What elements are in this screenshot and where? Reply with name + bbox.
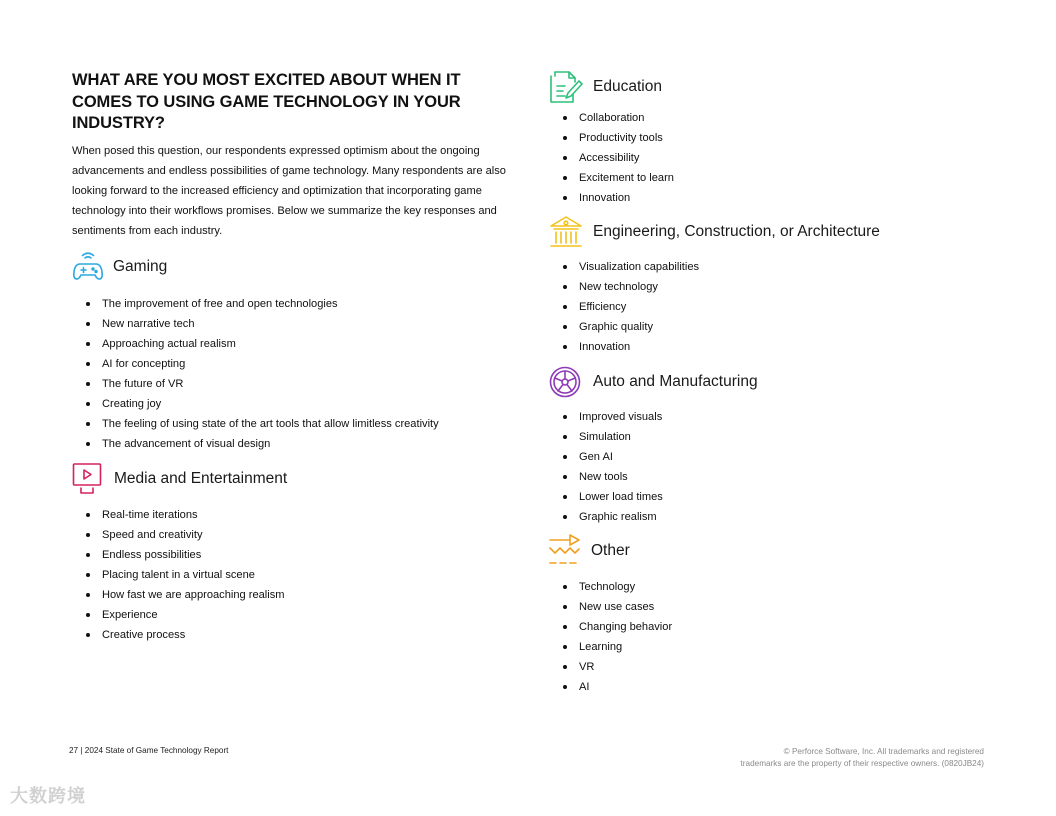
section-engineering-title: Engineering, Construction, or Architecture — [593, 223, 880, 240]
left-column — [72, 70, 512, 645]
list-item: Improved visuals — [549, 407, 1009, 427]
wheel-icon — [549, 365, 583, 399]
section-media-header — [72, 462, 512, 496]
list-item: AI for concepting — [72, 354, 512, 374]
other-list — [549, 577, 1009, 697]
section-other-header — [549, 534, 1009, 568]
list-item: Technology — [549, 577, 1009, 597]
list-item: Placing talent in a virtual scene — [72, 565, 512, 585]
list-item: AI — [549, 677, 1009, 697]
right-column — [549, 70, 1009, 697]
gamepad-icon — [72, 251, 104, 283]
list-item: The feeling of using state of the art tools that allow limitless creativity — [72, 414, 512, 434]
intro-paragraph: When posed this question, our respondents expressed optimism about the ongoing advancements and endless possibilities of game technology. Many respondents are also looking forward to the increased efficiency and optimization that incorporating game technology into their workflows promises. Below we summarize the key responses and sentiments from each industry. — [72, 144, 506, 237]
list-item: Simulation — [549, 427, 1009, 447]
list-item: New narrative tech — [72, 314, 512, 334]
section-gaming-header — [72, 252, 512, 282]
page-footer-right — [741, 746, 984, 771]
list-item: Gen AI — [549, 447, 1009, 467]
list-item: Productivity tools — [549, 128, 1009, 148]
list-item: Creating joy — [72, 394, 512, 414]
section-auto-header — [549, 365, 1009, 399]
list-item: Speed and creativity — [72, 525, 512, 545]
list-item: New technology — [549, 277, 1009, 297]
list-item: Innovation — [549, 337, 1009, 357]
play-monitor-icon — [72, 462, 104, 496]
list-item: VR — [549, 657, 1009, 677]
list-item: Visualization capabilities — [549, 257, 1009, 277]
list-item: Learning — [549, 637, 1009, 657]
list-item: The future of VR — [72, 374, 512, 394]
gaming-list — [72, 294, 512, 454]
list-item: Accessibility — [549, 148, 1009, 168]
section-engineering-header — [549, 215, 1009, 249]
watermark: 大数跨境 — [10, 786, 86, 806]
list-item: Endless possibilities — [72, 545, 512, 565]
education-list — [549, 108, 1009, 208]
auto-list — [549, 407, 1009, 527]
list-item: Graphic realism — [549, 507, 1009, 527]
list-item: How fast we are approaching realism — [72, 585, 512, 605]
building-columns-icon — [549, 215, 583, 249]
list-item: New use cases — [549, 597, 1009, 617]
list-item: Efficiency — [549, 297, 1009, 317]
list-item: Collaboration — [549, 108, 1009, 128]
list-item: Graphic quality — [549, 317, 1009, 337]
section-education-header — [549, 70, 1009, 104]
section-education-title: Education — [593, 78, 662, 95]
section-auto-title: Auto and Manufacturing — [593, 373, 758, 390]
list-item: Approaching actual realism — [72, 334, 512, 354]
list-item: Changing behavior — [549, 617, 1009, 637]
section-other-title: Other — [591, 542, 630, 559]
list-item: Experience — [72, 605, 512, 625]
media-list — [72, 505, 512, 645]
list-item: The improvement of free and open technologies — [72, 294, 512, 314]
copyright-line-2: trademarks are the property of their respective owners. (0820JB24) — [740, 759, 984, 769]
zigzag-arrow-icon — [549, 534, 583, 568]
page-heading: WHAT ARE YOU MOST EXCITED ABOUT WHEN IT COMES TO USING GAME TECHNOLOGY IN YOUR INDUSTRY? — [72, 71, 461, 132]
copyright-line-1: © Perforce Software, Inc. All trademarks and registered — [783, 747, 984, 756]
list-item: New tools — [549, 467, 1009, 487]
list-item: Excitement to learn — [549, 168, 1009, 188]
section-gaming-title: Gaming — [113, 257, 168, 275]
list-item: Real-time iterations — [72, 505, 512, 525]
engineering-list — [549, 257, 1009, 357]
section-media-title: Media and Entertainment — [114, 469, 288, 487]
list-item: Innovation — [549, 188, 1009, 208]
list-item: The advancement of visual design — [72, 434, 512, 454]
list-item: Lower load times — [549, 487, 1009, 507]
page-footer-left: 27 | 2024 State of Game Technology Report — [69, 746, 229, 755]
notepad-pen-icon — [549, 70, 583, 104]
list-item: Creative process — [72, 625, 512, 645]
